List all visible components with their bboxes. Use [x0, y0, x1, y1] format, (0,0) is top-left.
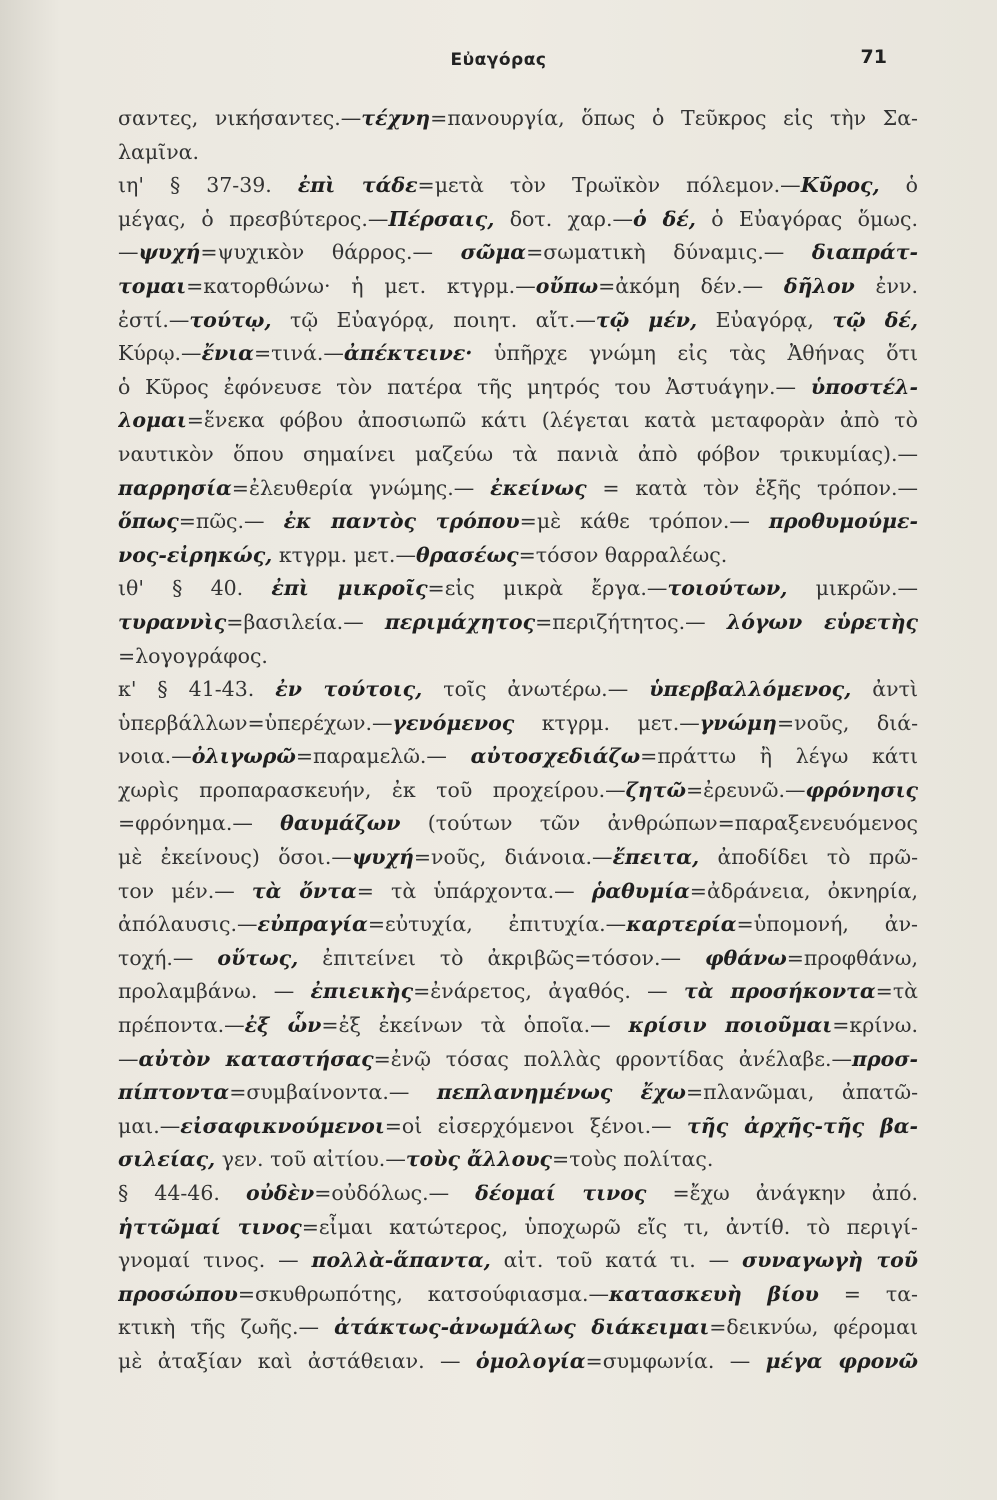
gloss-text: — [118, 240, 139, 265]
text-line [118, 606, 918, 640]
headword: οὔπω [535, 273, 599, 298]
gloss-text: =εὐτυχία, ἐπιτυχία.— [367, 912, 627, 937]
gloss-text: δοτ. χαρ.— [494, 206, 633, 231]
headword: ἐκείνως [490, 475, 587, 500]
gloss-text: = τὰ ὑπάρχοντα.— [356, 878, 592, 903]
headword: φρόνησις [805, 777, 918, 802]
text-line [118, 1143, 918, 1177]
headword: οὐδὲν [245, 1181, 315, 1205]
headword: τομαι [118, 273, 187, 298]
text-line [118, 942, 918, 976]
headword: Πέρσαις, [388, 206, 495, 231]
headword: ἐν τούτοις, [275, 677, 423, 702]
text-line [118, 807, 918, 841]
headword: ἐκ παντὸς τρόπου [283, 509, 520, 534]
gloss-text: κτγρμ. μετ.— [514, 710, 700, 735]
headword: ἐπὶ μικροῖς [271, 576, 428, 601]
headword: πεπλανημένως ἔχω [436, 1080, 686, 1105]
gloss-text: =ἀκόμη δέν.— [598, 273, 784, 298]
gloss-text: =τοὺς πολίτας. [552, 1147, 714, 1172]
headword: δῆλον [783, 273, 855, 298]
text-line [118, 169, 918, 203]
gloss-text: κτικὴ τῆς ζωῆς.— [118, 1315, 335, 1340]
text-line [118, 203, 918, 237]
gloss-text: =ἐρευνῶ.— [685, 777, 806, 802]
headword: νος-εἰρηκώς, [118, 542, 273, 567]
gloss-text: (τούτων τῶν ἀνθρώπων=παραξενευόμενος [400, 811, 918, 836]
text-line [118, 774, 918, 808]
headword: οὕτως, [217, 945, 299, 970]
gloss-text: =εἶμαι κατώτερος, ὑποχωρῶ εἴς τι, ἀντίθ. τὸ περιγί- [301, 1214, 918, 1239]
headword: ψυχή [138, 240, 201, 265]
gloss-text: μέγας, ὁ πρεσβύτερος.— [118, 206, 389, 231]
text-line [118, 1110, 918, 1144]
gloss-text: κτγρμ. μετ.— [272, 542, 416, 567]
headword: ἡττῶμαί τινος [118, 1214, 302, 1239]
headword: θαυμάζων [280, 811, 401, 836]
gloss-text: =μὲ κάθε τρόπον.— [519, 509, 769, 534]
gloss-text: = κατὰ τὸν ἑξῆς τρόπον.— [586, 475, 918, 500]
gloss-text: =εἰς μικρὰ ἔργα.— [427, 576, 668, 601]
headword: πίπτοντα [118, 1080, 230, 1105]
headword: τὰ προσήκοντα [683, 979, 876, 1004]
text-line [118, 1076, 918, 1110]
headword: κρίσιν ποιοῦμαι [628, 1013, 833, 1038]
headword: τῆς ἀρχῆς-τῆς βα- [687, 1113, 918, 1138]
headword: ἀπέκτεινε· [343, 341, 473, 366]
gloss-text: =ψυχικὸν θάρρος.— [200, 240, 461, 265]
gloss-text: =πῶς.— [178, 509, 284, 534]
headword: παρρησία [118, 475, 232, 500]
gloss-text: =σκυθρωπότης, κατσούφιασμα.— [237, 1281, 610, 1306]
headword: ζητῶ [625, 777, 686, 802]
headword: τῷ δέ, [832, 307, 918, 332]
gloss-text: =ἐνάρετος, ἀγαθός. — [413, 979, 684, 1004]
text-line [118, 236, 918, 270]
headword: ἀτάκτως-ἀνωμάλως διάκειμαι [334, 1315, 710, 1340]
text-line [118, 707, 918, 741]
gloss-text: =κατορθώνω· ἡ μετ. κτγρμ.— [186, 273, 536, 298]
headword: δέομαί τινος [475, 1181, 647, 1205]
gloss-text: =συμφωνία. — [585, 1348, 766, 1373]
gloss-text: =βασιλεία.— [226, 609, 385, 634]
headword: τέχνη [361, 106, 431, 130]
text-line [118, 1311, 918, 1345]
gloss-text: =ἐλευθερία γνώμης.— [231, 475, 491, 500]
text-line [118, 505, 918, 539]
headword: κατασκευὴ βίου [609, 1281, 819, 1306]
gloss-text: =πράττω ἢ λέγω κάτι [640, 744, 918, 769]
gloss-text: =σωματικὴ δύναμις.— [526, 240, 812, 265]
gloss-text: =προφθάνω, [786, 945, 918, 970]
headword: περιμάχητος [384, 609, 536, 634]
gloss-text: γεν. τοῦ αἰτίου.— [215, 1147, 406, 1172]
text-line [118, 1043, 918, 1077]
text-line [118, 1009, 918, 1043]
glossary-text [118, 102, 918, 1379]
gloss-text: τον μέν.— [118, 878, 252, 903]
text-line [118, 404, 918, 438]
headword: τὰ ὄντα [251, 878, 357, 903]
gloss-text: ἐνν. [854, 273, 918, 298]
gloss-text: μικρῶν.— [787, 576, 918, 601]
headword: τοιούτων, [667, 576, 788, 601]
gloss-text: =πλανῶμαι, ἀπατῶ- [685, 1080, 918, 1105]
headword: αὐτὸν καταστήσας [138, 1046, 374, 1071]
text-line [118, 908, 918, 942]
headword: ἐπιεικὴς [310, 979, 414, 1004]
text-line [118, 539, 918, 573]
headword: μέγα φρονῶ [765, 1348, 918, 1373]
gloss-text: =ἀδράνεια, ὀκνηρία, [689, 878, 918, 903]
headword: ἔνια [201, 341, 254, 366]
headword: ἐξ ὧν [244, 1013, 322, 1038]
text-line [118, 472, 918, 506]
gloss-text: =κρίνω. [832, 1013, 918, 1038]
gloss-text: Κύρῳ.— [118, 341, 202, 366]
headword: λομαι [118, 408, 187, 433]
gloss-text: ἐστί.— [118, 307, 190, 332]
headword: συναγωγὴ τοῦ [742, 1248, 918, 1273]
gloss-text: =τόσον θαρραλέως. [518, 542, 728, 567]
headword: τυραννὶς [118, 609, 227, 634]
headword: προθυμούμε- [768, 509, 918, 534]
gloss-text: ὁ Εὐαγόρας ὅμως. [695, 206, 918, 231]
headword: ὅπως [118, 509, 179, 534]
gloss-text: μὲ ἀταξίαν καὶ ἀστάθειαν. — [118, 1348, 476, 1373]
gloss-text: σαντες, νικήσαντες.— [118, 106, 362, 130]
headword: γενόμενος [392, 710, 515, 735]
gloss-text: μαι.— [118, 1113, 181, 1138]
text-line [118, 1278, 918, 1312]
gloss-text: =οὐδόλως.— [314, 1181, 476, 1205]
text-line [118, 1177, 918, 1211]
gloss-text: =ἕνεκα φόβου ἀποσιωπῶ κάτι (λέγεται κατὰ μεταφορὰν ἀπὸ τὸ [186, 408, 918, 433]
gloss-text: =νοῦς, διάνοια.— [413, 845, 613, 870]
headword: προσ- [852, 1046, 918, 1071]
headword: ὁ δέ, [632, 206, 696, 231]
gloss-text: =νοῦς, διά- [776, 710, 918, 735]
running-title: Εὐαγόρας [450, 50, 547, 70]
gloss-text: νοια.— [118, 744, 192, 769]
gloss-text: ὑπερβάλλων=ὑπερέχων.— [118, 710, 393, 735]
headword: ῥαθυμία [591, 878, 690, 903]
gloss-text: ἐπιτείνει τὸ ἀκριβῶς=τόσον.— [298, 945, 705, 970]
text-line [118, 1345, 918, 1379]
gloss-text: ναυτικὸν ὅπου σημαίνει μαζεύω τὰ πανιὰ ἀπὸ φόβον τρικυμίας).— [118, 441, 918, 466]
gloss-text: =τὰ [875, 979, 918, 1004]
gloss-text: χωρὶς προπαρασκευήν, ἐκ τοῦ προχείρου.— [118, 777, 626, 802]
text-line [118, 572, 918, 606]
headword: ὀλιγωρῶ [191, 744, 296, 769]
gloss-text: Εὐαγόρᾳ, [697, 307, 833, 332]
gloss-text: =περιζήτητος.— [535, 609, 727, 634]
headword: τοὺς ἄλλους [405, 1147, 553, 1172]
headword: πολλὰ-ἅπαντα, [311, 1248, 491, 1273]
gloss-text: πρέποντα.— [118, 1013, 245, 1038]
headword: γνώμη [699, 710, 777, 735]
text-line [118, 1244, 918, 1278]
gloss-text: =τινά.— [253, 341, 344, 366]
headword: τούτῳ, [189, 307, 272, 332]
gloss-text: ὁ [879, 173, 918, 198]
gloss-text: τοῖς ἀνωτέρω.— [422, 677, 650, 702]
headword: τῷ μέν, [595, 307, 698, 332]
gloss-text: =ἐξ ἐκείνων τὰ ὁποῖα.— [321, 1013, 629, 1038]
headword: ἐπὶ τάδε [297, 173, 418, 198]
gloss-text: =παραμελῶ.— [295, 744, 471, 769]
text-line [118, 136, 918, 170]
headword: αὐτοσχεδιάζω [470, 744, 641, 769]
gloss-text: ιθ' § 40. [118, 576, 272, 601]
gloss-text: ἀποδίδει τὸ πρῶ- [699, 845, 918, 870]
gloss-text: ἀπόλαυσις.— [118, 912, 258, 937]
gloss-text: λαμῖνα. [118, 139, 200, 164]
headword: σιλείας, [118, 1147, 216, 1172]
gloss-text: μὲ ἐκείνους) ὅσοι.— [118, 845, 352, 870]
headword: καρτερία [626, 912, 737, 937]
gloss-text: =λογογράφος. [118, 643, 268, 668]
text-line [118, 1211, 918, 1245]
text-line [118, 975, 918, 1009]
headword: ὑποστέλ- [810, 374, 918, 399]
headword: θρασέως [415, 542, 519, 567]
gloss-text: τοχή.— [118, 945, 218, 970]
gloss-text: προλαμβάνω. — [118, 979, 311, 1004]
text-line [118, 841, 918, 875]
gloss-text: ὑπῆρχε γνώμη εἰς τὰς Ἀθήνας ὅτι [472, 341, 918, 366]
text-line [118, 102, 918, 136]
gloss-text: =δεικνύω, φέρομαι [709, 1315, 918, 1340]
gloss-text: αἰτ. τοῦ κατά τι. — [490, 1248, 743, 1273]
headword: εὐπραγία [257, 912, 368, 937]
text-line [118, 371, 918, 405]
gloss-text: =μετὰ τὸν Τρωϊκὸν πόλεμον.— [417, 173, 801, 198]
gloss-text: =πανουργία, ὅπως ὁ Τεῦκρος εἰς τὴν Σα- [430, 106, 918, 130]
gloss-text: =ὑπομονή, ἀν- [736, 912, 918, 937]
gloss-text: =ἐνῷ τόσας πολλὰς φροντίδας ἀνέλαβε.— [373, 1046, 853, 1071]
headword: εἰσαφικνούμενοι [180, 1113, 385, 1138]
headword: προσώπου [118, 1281, 238, 1306]
gloss-text: τῷ Εὐαγόρᾳ, ποιητ. αἴτ.— [271, 307, 596, 332]
gloss-text: κ' § 41-43. [118, 677, 276, 702]
gloss-text: =οἱ εἰσερχόμενοι ξένοι.— [384, 1113, 688, 1138]
headword: Κῦρος, [800, 173, 880, 198]
headword: λόγων εὑρετὴς [726, 609, 918, 634]
text-line [118, 640, 918, 674]
gloss-text: — [118, 1046, 139, 1071]
gloss-text: =φρόνημα.— [118, 811, 281, 836]
text-line [118, 438, 918, 472]
text-line [118, 337, 918, 371]
text-line [118, 740, 918, 774]
gloss-text: = τα- [818, 1281, 918, 1306]
gloss-text: =ἔχω ἀνάγκην ἀπό. [646, 1181, 918, 1205]
text-line [118, 270, 918, 304]
headword: φθάνω [704, 945, 787, 970]
headword: σῶμα [460, 240, 527, 265]
headword: διαπράτ- [811, 240, 918, 265]
page-number: 71 [860, 46, 887, 68]
gloss-text: § 44-46. [118, 1181, 246, 1205]
gloss-text: ὁ Κῦρος ἐφόνευσε τὸν πατέρα τῆς μητρός του Ἀστυάγην.— [118, 374, 811, 399]
headword: ψυχή [351, 845, 414, 870]
text-line [118, 304, 918, 338]
text-line [118, 875, 918, 909]
gloss-text: ἀντὶ [851, 677, 918, 702]
text-line [118, 673, 918, 707]
gloss-text: ιη' § 37-39. [118, 173, 298, 198]
gloss-text: γνομαί τινος. — [118, 1248, 312, 1273]
headword: ἔπειτα, [612, 845, 700, 870]
headword: ὁμολογία [475, 1348, 586, 1373]
gloss-text: =συμβαίνοντα.— [229, 1080, 437, 1105]
headword: ὑπερβαλλόμενος, [649, 677, 852, 702]
